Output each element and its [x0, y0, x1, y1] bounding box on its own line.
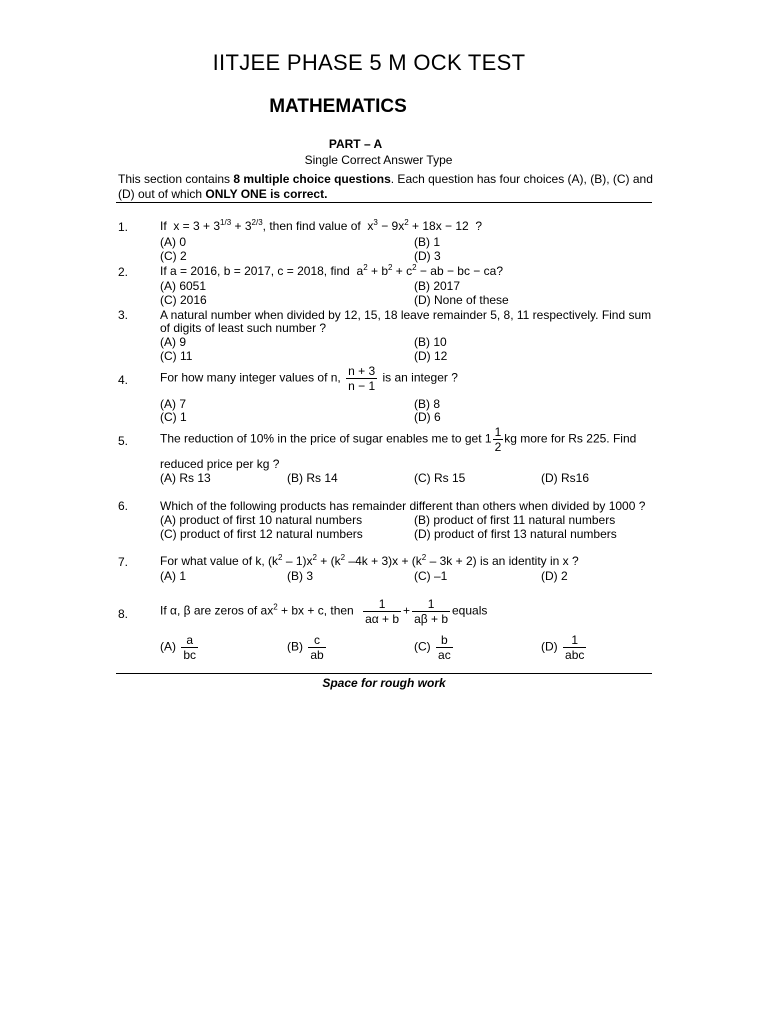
option: (A) product of first 10 natural numbers	[160, 513, 363, 527]
option: (C) $\frac{b}{ac}$	[414, 633, 451, 662]
option: (B) 10	[414, 335, 447, 349]
question-number: 1.	[118, 220, 129, 234]
option: (A) 0	[160, 235, 187, 249]
option: (B) 1	[414, 235, 441, 249]
fraction: $\frac{c}{ab}$	[310, 633, 324, 662]
option: (D) 2	[541, 569, 568, 583]
part-type: Single Correct Answer Type	[304, 153, 453, 167]
question-1-text: If $x = 3 + 3^{1/3} + 3^{2/3}$, then find value of $x^3 - 9x^2 + 18x - 12$ ?	[160, 218, 483, 233]
rough-work-caption: Space for rough work	[322, 676, 446, 690]
fraction: $\frac{b}{ac}$	[438, 633, 451, 662]
fraction: $\frac{1}{\text{abc}}$	[565, 633, 585, 662]
top-divider	[116, 202, 652, 203]
option: (D) 6	[414, 410, 441, 424]
bottom-divider	[116, 673, 652, 674]
option: (A) Rs 13	[160, 471, 211, 485]
option: (C) 1	[160, 410, 187, 424]
part-heading: PART – A	[328, 137, 383, 151]
option: (C) 2	[160, 249, 187, 263]
option: (B) 8	[414, 397, 441, 411]
question-number: 7.	[118, 555, 129, 569]
question-number: 8.	[118, 607, 129, 621]
option: (B) 3	[287, 569, 314, 583]
question-8-text: If α, β are zeros of $ax^2$ + bx + c, then $\frac{1}{a\alpha + b}$ + $\frac{1}{a\beta + b}$ equals	[160, 597, 488, 626]
page-title: IITJEE PHASE 5 M OCK TEST	[212, 50, 526, 75]
option: (D) $\frac{1}{\text{abc}}$	[541, 633, 585, 662]
question-2-text: If a = 2016, b = 2017, c = 2018, find $a^2 + b^2 + c^2$ − ab − bc − ca?	[160, 263, 503, 278]
option: (B) $\frac{c}{ab}$	[287, 633, 324, 662]
option: (B) product of first 11 natural numbers	[414, 513, 616, 527]
option: (D) 3	[414, 249, 441, 263]
question-6-text: Which of the following products has remainder different than others when divided by 1000 ?	[160, 499, 646, 513]
fraction: $\frac{1}{a\alpha + b}$	[365, 597, 400, 626]
fraction: $\frac{1}{a\beta + b}$	[414, 597, 448, 626]
option: (D) product of first 13 natural numbers	[414, 527, 617, 541]
fraction: $\frac{n + 3}{n - 1}$	[348, 364, 376, 393]
option: (C) Rs 15	[414, 471, 466, 485]
question-5-line-2: reduced price per kg ?	[160, 457, 280, 471]
question-7-text: For what value of k, $(k^2 - 1)x^2 + (k^2$ $-4k + 3)x + (k^2 - 3k + 2)$ is an identity in x ?	[160, 553, 579, 568]
option: (A) 6051	[160, 279, 207, 293]
option: (C) 11	[160, 349, 193, 363]
option: (B) Rs 14	[287, 471, 338, 485]
option: (D) Rs16	[541, 471, 590, 485]
section-instructions: This section contains 8 multiple choice questions. Each question has four choices (A), (B), (C) and (D) out of which ONLY ONE is correct.	[118, 172, 653, 201]
option: (B) 2017	[414, 279, 461, 293]
question-number: 2.	[118, 265, 129, 279]
option: (C) –1	[414, 569, 448, 583]
option: (A) $\frac{a}{bc}$	[160, 633, 197, 662]
fraction: $\frac{a}{bc}$	[183, 633, 197, 662]
subject-heading: MATHEMATICS	[269, 96, 407, 117]
question-number: 5.	[118, 434, 129, 448]
question-number: 6.	[118, 499, 129, 513]
mixed-fraction: $\frac{1}{2}$	[494, 425, 502, 454]
question-4-text: For how many integer values of n, $\frac{n + 3}{n - 1}$ is an integer ?	[160, 364, 458, 393]
option: (D) 12	[414, 349, 448, 363]
option: (A) 9	[160, 335, 187, 349]
option: (D) None of these	[414, 293, 509, 307]
option: (A) 7	[160, 397, 187, 411]
question-number: 4.	[118, 373, 129, 387]
option: (A) 1	[160, 569, 187, 583]
option: (C) product of first 12 natural numbers	[160, 527, 363, 541]
option: (C) 2016	[160, 293, 207, 307]
question-number: 3.	[118, 308, 129, 322]
question-3-line-1: A natural number when divided by 12, 15, 18 leave remainder 5, 8, 11 respectively. Find sum	[160, 308, 652, 322]
question-5-text: The reduction of 10% in the price of sugar enables me to get 1 $\frac{1}{2}$ kg more for Rs 225. Find	[160, 425, 637, 454]
question-3-line-2: of digits of least such number ?	[160, 321, 327, 335]
